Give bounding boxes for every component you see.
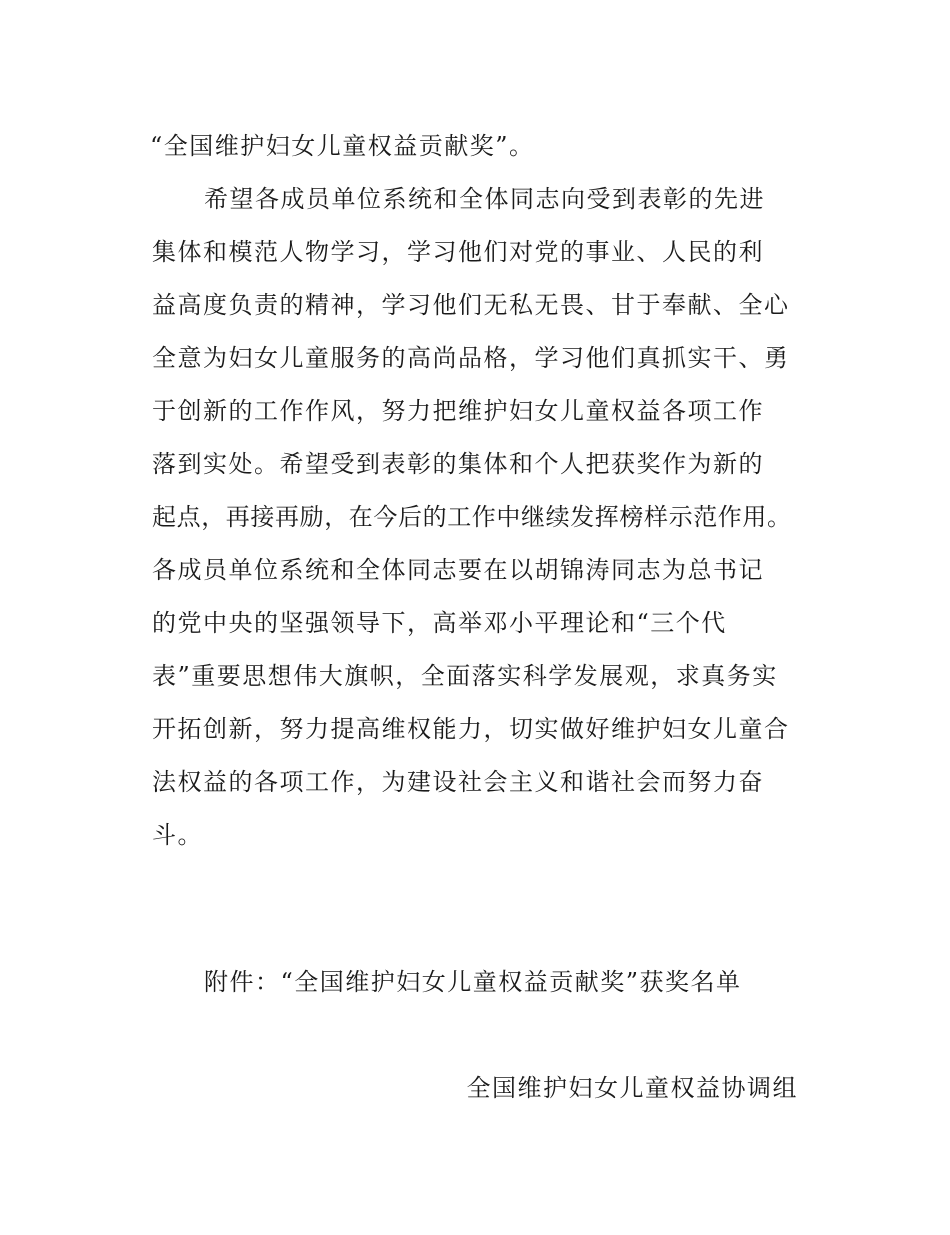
body-text-line: 希望各成员单位系统和全体同志向受到表彰的先进 xyxy=(204,185,765,213)
body-text-line: 集体和模范人物学习，学习他们对党的事业、人民的利 xyxy=(152,238,764,266)
body-text-line: 开拓创新，努力提高维权能力，切实做好维护妇女儿童合 xyxy=(152,715,790,743)
body-text-line: 法权益的各项工作，为建设社会主义和谐社会而努力奋 xyxy=(152,768,764,796)
body-text-line: 斗。 xyxy=(152,821,203,849)
body-text-line: “全国维护妇女儿童权益贡献奖”。 xyxy=(150,132,535,160)
body-text-line: 落到实处。希望受到表彰的集体和个人把获奖作为新的 xyxy=(152,450,764,478)
issuer-signature: 全国维护妇女儿童权益协调组 xyxy=(466,1074,798,1102)
body-text-line: 全意为妇女儿童服务的高尚品格，学习他们真抓实干、勇 xyxy=(152,344,790,372)
body-text-line: 表”重要思想伟大旗帜，全面落实科学发展观，求真务实 xyxy=(152,662,778,690)
body-text-line: 起点，再接再励，在今后的工作中继续发挥榜样示范作用。 xyxy=(152,503,792,531)
body-text-line: 于创新的工作作风，努力把维护妇女儿童权益各项工作 xyxy=(152,397,764,425)
body-text-line: 各成员单位系统和全体同志要在以胡锦涛同志为总书记 xyxy=(152,556,764,584)
body-text-line: 益高度负责的精神，学习他们无私无畏、甘于奉献、全心 xyxy=(152,291,790,319)
body-text-line: 的党中央的坚强领导下，高举邓小平理论和“三个代 xyxy=(152,609,727,637)
attachment-note: 附件：“全国维护妇女儿童权益贡献奖”获奖名单 xyxy=(204,968,742,996)
